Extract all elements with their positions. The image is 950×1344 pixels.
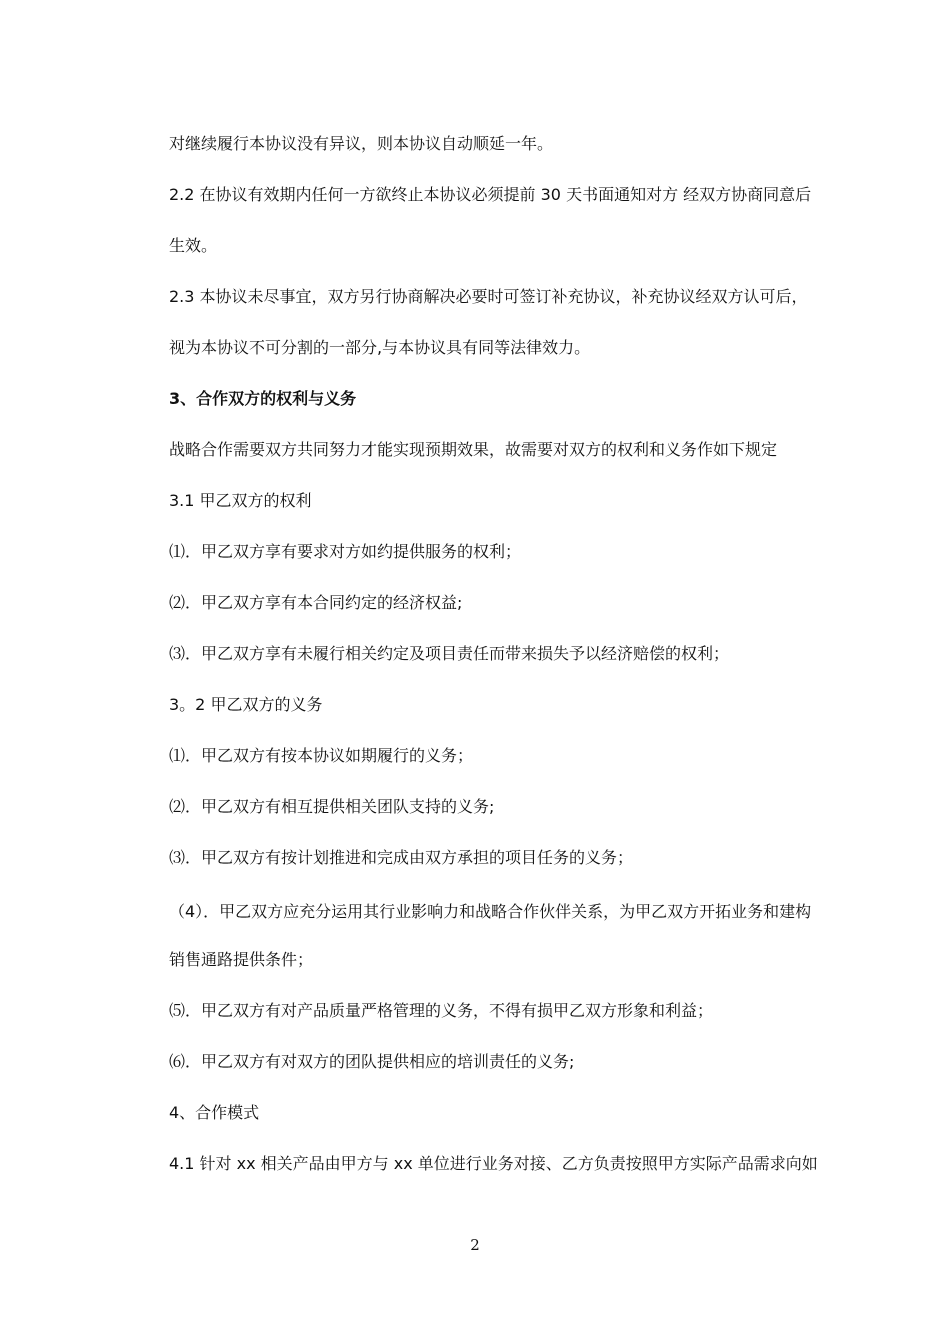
paragraph-line: 对继续履行本协议没有异议，则本协议自动顺延一年。 — [169, 134, 554, 153]
paragraph-line: 战略合作需要双方共同努力才能实现预期效果，故需要对双方的权利和义务作如下规定 — [169, 440, 778, 459]
clause-4-1: 4.1 针对 xx 相关产品由甲方与 xx 单位进行业务对接、乙方负责按照甲方实际产品需求向如 — [169, 1154, 818, 1173]
paragraph-line: 生效。 — [169, 236, 218, 255]
clause-2-3: 2.3 本协议未尽事宜，双方另行协商解决必要时可签订补充协议，补充协议经双方认可后， — [169, 287, 808, 306]
list-item: ⑴．甲乙双方享有要求对方如约提供服务的权利； — [169, 542, 522, 561]
list-item: ⑸．甲乙双方有对产品质量严格管理的义务，不得有损甲乙双方形象和利益； — [169, 1001, 714, 1020]
list-item: ⑵．甲乙双方享有本合同约定的经济权益; — [169, 593, 463, 612]
clause-2-2: 2.2 在协议有效期内任何一方欲终止本协议必须提前 30 天书面通知对方 经双方协商同意后 — [169, 185, 812, 204]
list-item: ⑴．甲乙双方有按本协议如期履行的义务； — [169, 746, 474, 765]
section-heading-4: 4、合作模式 — [169, 1103, 260, 1122]
list-item: ⑹．甲乙双方有对双方的团队提供相应的培训责任的义务; — [169, 1052, 575, 1071]
paragraph-line: 视为本协议不可分割的一部分,与本协议具有同等法律效力。 — [169, 338, 591, 357]
list-item: ⑶．甲乙双方有按计划推进和完成由双方承担的项目任务的义务； — [169, 848, 634, 867]
list-item: ⑶．甲乙双方享有未履行相关约定及项目责任而带来损失予以经济赔偿的权利； — [169, 644, 730, 663]
subheading-3-2: 3。2 甲乙双方的义务 — [169, 695, 323, 714]
paragraph-line: 销售通路提供条件； — [169, 950, 314, 969]
list-item: ⑵．甲乙双方有相互提供相关团队支持的义务; — [169, 797, 495, 816]
subheading-3-1: 3.1 甲乙双方的权利 — [169, 491, 312, 510]
page-number: 2 — [470, 1236, 480, 1254]
list-item: （4）．甲乙双方应充分运用其行业影响力和战略合作伙伴关系，为甲乙双方开拓业务和建构 — [169, 902, 812, 921]
section-heading-3: 3、合作双方的权利与义务 — [169, 389, 357, 408]
